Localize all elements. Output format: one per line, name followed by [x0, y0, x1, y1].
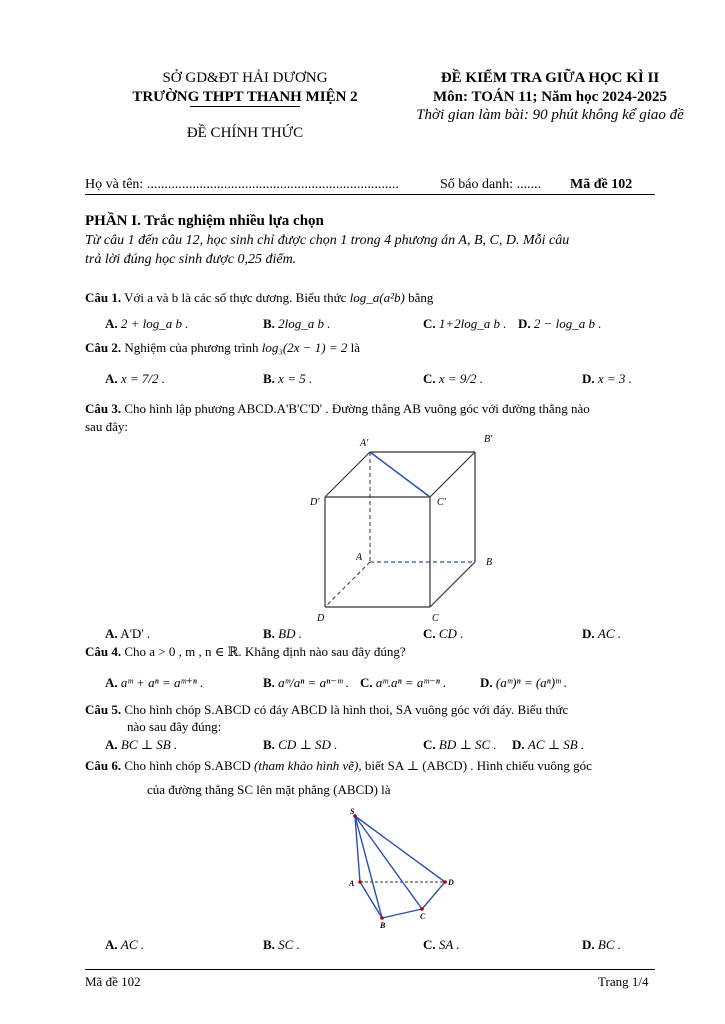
vertex-B — [380, 916, 384, 920]
q4-option-b[interactable]: B. aᵐ/aⁿ = aⁿ⁻ᵐ . — [263, 675, 349, 690]
question-text: Cho hình lập phương ABCD.A'B'C'D' . Đường thẳng AB vuông góc với đường thẳng nào — [124, 401, 590, 416]
student-id-field: Số báo danh: ....... — [440, 177, 542, 192]
exam-title: ĐỀ KIỂM TRA GIỮA HỌC KÌ II — [440, 70, 660, 86]
label-S: S — [350, 807, 355, 816]
q5-option-d[interactable]: D. AC ⊥ SB . — [512, 737, 585, 752]
q1-option-d[interactable]: D. 2 − log_a b . — [518, 316, 602, 331]
q2-option-a[interactable]: A. x = 7/2 . — [105, 371, 166, 386]
part1-instruction-2: trả lời đúng học sinh được 0,25 điểm. — [85, 252, 297, 267]
question-label: Câu 1. — [85, 290, 122, 305]
edge-BC — [382, 909, 422, 918]
question-text-end: biết SA ⊥ (ABCD) . Hình chiếu vuông góc — [364, 758, 592, 773]
edge-SC — [355, 816, 422, 909]
official-label: ĐỀ CHÍNH THỨC — [186, 125, 304, 141]
footer-exam-code: Mã đề 102 — [85, 974, 141, 989]
q1-option-a[interactable]: A. 2 + log_a b . — [105, 316, 189, 331]
edge-BC — [430, 562, 475, 607]
question-text: Nghiệm của phương trình — [124, 340, 259, 355]
label-B: B — [486, 557, 493, 568]
q3-option-d[interactable]: D. AC . — [582, 626, 622, 641]
pyramid-figure — [340, 806, 460, 930]
label-B: B — [380, 921, 386, 930]
question-text: Cho a > 0 , m , n ∈ ℝ. Khẳng định nào sau đây đúng? — [124, 644, 406, 659]
label-C: C — [420, 912, 426, 921]
label-B1: B' — [484, 434, 493, 445]
school-department: SỞ GD&ĐT HẢI DƯƠNG — [162, 70, 328, 86]
q2-option-b[interactable]: B. x = 5 . — [263, 371, 313, 386]
q5-option-c[interactable]: C. BD ⊥ SC . — [423, 737, 497, 752]
q6-option-c[interactable]: C. SA . — [423, 937, 460, 952]
question-text: Với a và b là các số thực dương. Biểu thức — [124, 290, 347, 305]
question-2 — [85, 340, 360, 356]
q3-option-c[interactable]: C. CD . — [423, 626, 464, 641]
q5-option-b[interactable]: B. CD ⊥ SD . — [263, 737, 338, 752]
question-4 — [85, 644, 406, 660]
question-label: Câu 2. — [85, 340, 122, 355]
question-6-line-2: của đường thẳng SC lên mặt phẳng (ABCD) là — [147, 782, 391, 797]
q2-option-d[interactable]: D. x = 3 . — [582, 371, 632, 386]
q1-option-c[interactable]: C. 1+2log_a b . — [423, 316, 507, 331]
edge-CD — [422, 882, 445, 909]
q6-option-a[interactable]: A. AC . — [105, 937, 145, 952]
q2-option-c[interactable]: C. x = 9/2 . — [423, 371, 484, 386]
segment-A1C1 — [370, 452, 430, 497]
vertex-D — [443, 880, 447, 884]
question-label: Câu 5. — [85, 702, 122, 717]
question-1 — [85, 290, 433, 306]
vertex-C — [420, 907, 424, 911]
q1-option-b[interactable]: B. 2log_a b . — [263, 316, 331, 331]
q6-option-b[interactable]: B. SC . — [263, 937, 300, 952]
edge-AB — [360, 882, 382, 918]
q5-option-a[interactable]: A. BC ⊥ SB . — [105, 737, 178, 752]
footer-page-number: Trang 1/4 — [598, 974, 649, 989]
label-D1: D' — [310, 497, 320, 508]
question-label: Câu 6. — [85, 758, 122, 773]
q3-option-b[interactable]: B. BD . — [263, 626, 303, 641]
question-6-line-1 — [85, 758, 592, 774]
exam-code: Mã đề 102 — [570, 177, 633, 192]
label-A1: A' — [360, 438, 369, 449]
edge-AD — [325, 562, 370, 607]
math-expression: log₃(2x − 1) = 2 — [261, 340, 348, 355]
exam-subject: Môn: TOÁN 11; Năm học 2024-2025 — [432, 89, 668, 105]
exam-duration: Thời gian làm bài: 90 phút không kể giao đề — [416, 107, 684, 123]
question-note: (tham khảo hình vẽ), — [254, 758, 362, 773]
question-3-line-2: sau đây: — [85, 419, 128, 434]
label-A: A — [356, 552, 363, 563]
edge-SD — [355, 816, 445, 882]
part1-title: PHẦN I. Trắc nghiệm nhiều lựa chọn — [85, 213, 324, 229]
student-line-rule — [85, 194, 655, 195]
question-3-line-1 — [85, 401, 590, 417]
school-name: TRƯỜNG THPT THANH MIỆN 2 — [132, 89, 358, 105]
label-D: D — [448, 878, 454, 887]
question-label: Câu 3. — [85, 401, 122, 416]
q4-option-d[interactable]: D. (aᵐ)ⁿ = (aⁿ)ᵐ . — [480, 675, 568, 690]
edge-A1D1 — [325, 452, 370, 497]
question-text-end: bằng — [408, 290, 434, 305]
q6-option-d[interactable]: D. BC . — [582, 937, 622, 952]
student-name-field: Họ và tên: ........................................................................ — [85, 177, 399, 192]
label-C1: C' — [437, 497, 446, 508]
vertex-A — [358, 880, 362, 884]
q4-option-c[interactable]: C. aᵐ.aⁿ = aᵐ⁻ⁿ . — [360, 675, 447, 690]
label-A: A — [349, 879, 355, 888]
q4-option-a[interactable]: A. aᵐ + aⁿ = aᵐ⁺ⁿ . — [105, 675, 204, 690]
label-D: D — [317, 613, 325, 624]
school-underline — [190, 106, 300, 107]
part1-instruction-1: Từ câu 1 đến câu 12, học sinh chỉ được chọn 1 trong 4 phương án A, B, C, D. Mỗi câu — [85, 233, 570, 248]
question-text-end: là — [350, 340, 361, 355]
question-text: Cho hình chóp S.ABCD — [124, 758, 251, 773]
label-C: C — [432, 613, 439, 624]
cube-figure — [300, 432, 510, 624]
edge-B1C1 — [430, 452, 475, 497]
math-expression: log_a(a²b) — [349, 290, 405, 305]
footer-rule — [85, 969, 655, 970]
question-5-line-1 — [85, 702, 568, 718]
question-label: Câu 4. — [85, 644, 122, 659]
question-5-line-2: nào sau đây đúng: — [127, 719, 222, 734]
question-text: Cho hình chóp S.ABCD có đáy ABCD là hình thoi, SA vuông góc với đáy. Biểu thức — [124, 702, 569, 717]
q3-option-a[interactable]: A. A'D' . — [105, 626, 151, 641]
